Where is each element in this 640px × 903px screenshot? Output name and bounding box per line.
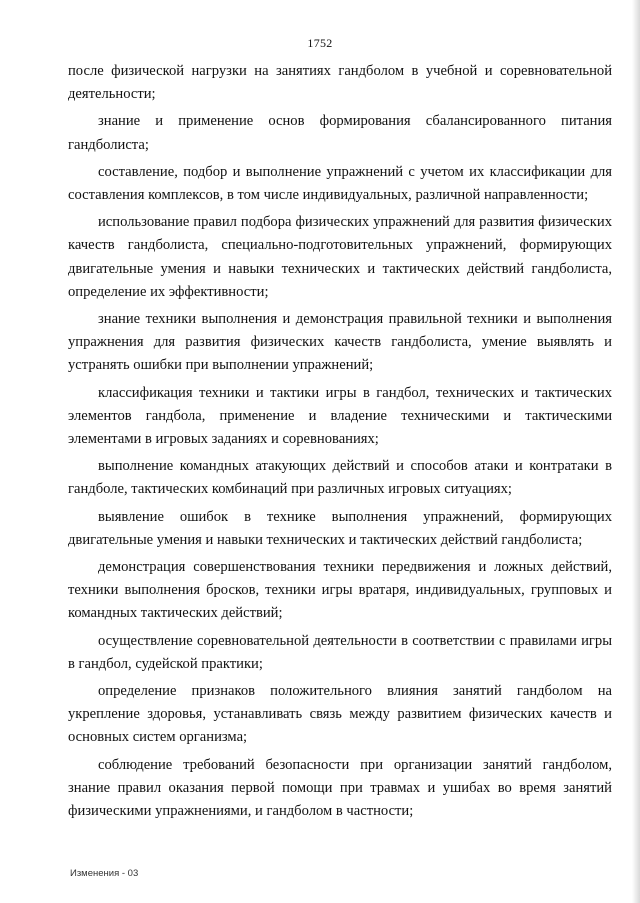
revision-footer: Изменения - 03 — [70, 868, 139, 879]
page-number: 1752 — [307, 36, 333, 50]
page-edge-shadow — [632, 0, 640, 903]
paragraph-safety: соблюдение требований безопасности при организации занятий гандболом, знание правил оказания первой помощи при травмах и ушибах во время занятий физическими упражнениями, и гандболом в частности; — [68, 756, 612, 820]
paragraph-error-detection: выявление ошибок в технике выполнения упражнений, формирующих двигательные умения и навыки технических и тактических действий гандболиста; — [68, 508, 612, 548]
paragraph-technique-demo: знание техники выполнения и демонстрация правильной техники и выполнения упражнения для развития физических качеств гандболиста, умение выявлять и устранять ошибки при выполнении упражнений; — [68, 311, 612, 374]
paragraph-classification: классификация техники и тактики игры в гандбол, технических и тактических элементов гандбола, применение и владение техническими и тактическими элементами в игровых заданиях и соревнованиях; — [68, 384, 612, 448]
paragraph-exercise-selection: составление, подбор и выполнение упражнений с учетом их классификации для составления комплексов, в том числе индивидуальных, различной направленности; — [68, 163, 612, 204]
paragraph-exercise-rules: использование правил подбора физических упражнений для развития физических качеств гандболиста, специально-подготовительных упражнений, формирующих двигательные умения и навыки технических и тактических действий гандболиста, определение их эффективности; — [68, 214, 612, 300]
paragraph-continuation: после физической нагрузки на занятиях гандболом в учебной и соревновательной деятельности; — [68, 63, 612, 103]
paragraph-competition: осуществление соревновательной деятельности в соответствии с правилами игры в гандбол, судейской практики; — [68, 632, 612, 672]
paragraph-health-influence: определение признаков положительного влияния занятий гандболом на укрепление здоровья, устанавливать связь между развитием физических качеств и основных систем организма; — [68, 683, 612, 746]
paragraph-nutrition: знание и применение основ формирования сбалансированного питания гандболиста; — [68, 113, 612, 153]
document-body — [68, 60, 612, 827]
paragraph-technique-improvement: демонстрация совершенствования техники передвижения и ложных действий, техники выполнения бросков, техники игры вратаря, индивидуальных, групповых и командных тактических действий; — [68, 559, 612, 622]
paragraph-team-attack: выполнение командных атакующих действий и способов атаки и контратаки в гандболе, тактических комбинаций при различных игровых ситуациях; — [68, 458, 612, 498]
